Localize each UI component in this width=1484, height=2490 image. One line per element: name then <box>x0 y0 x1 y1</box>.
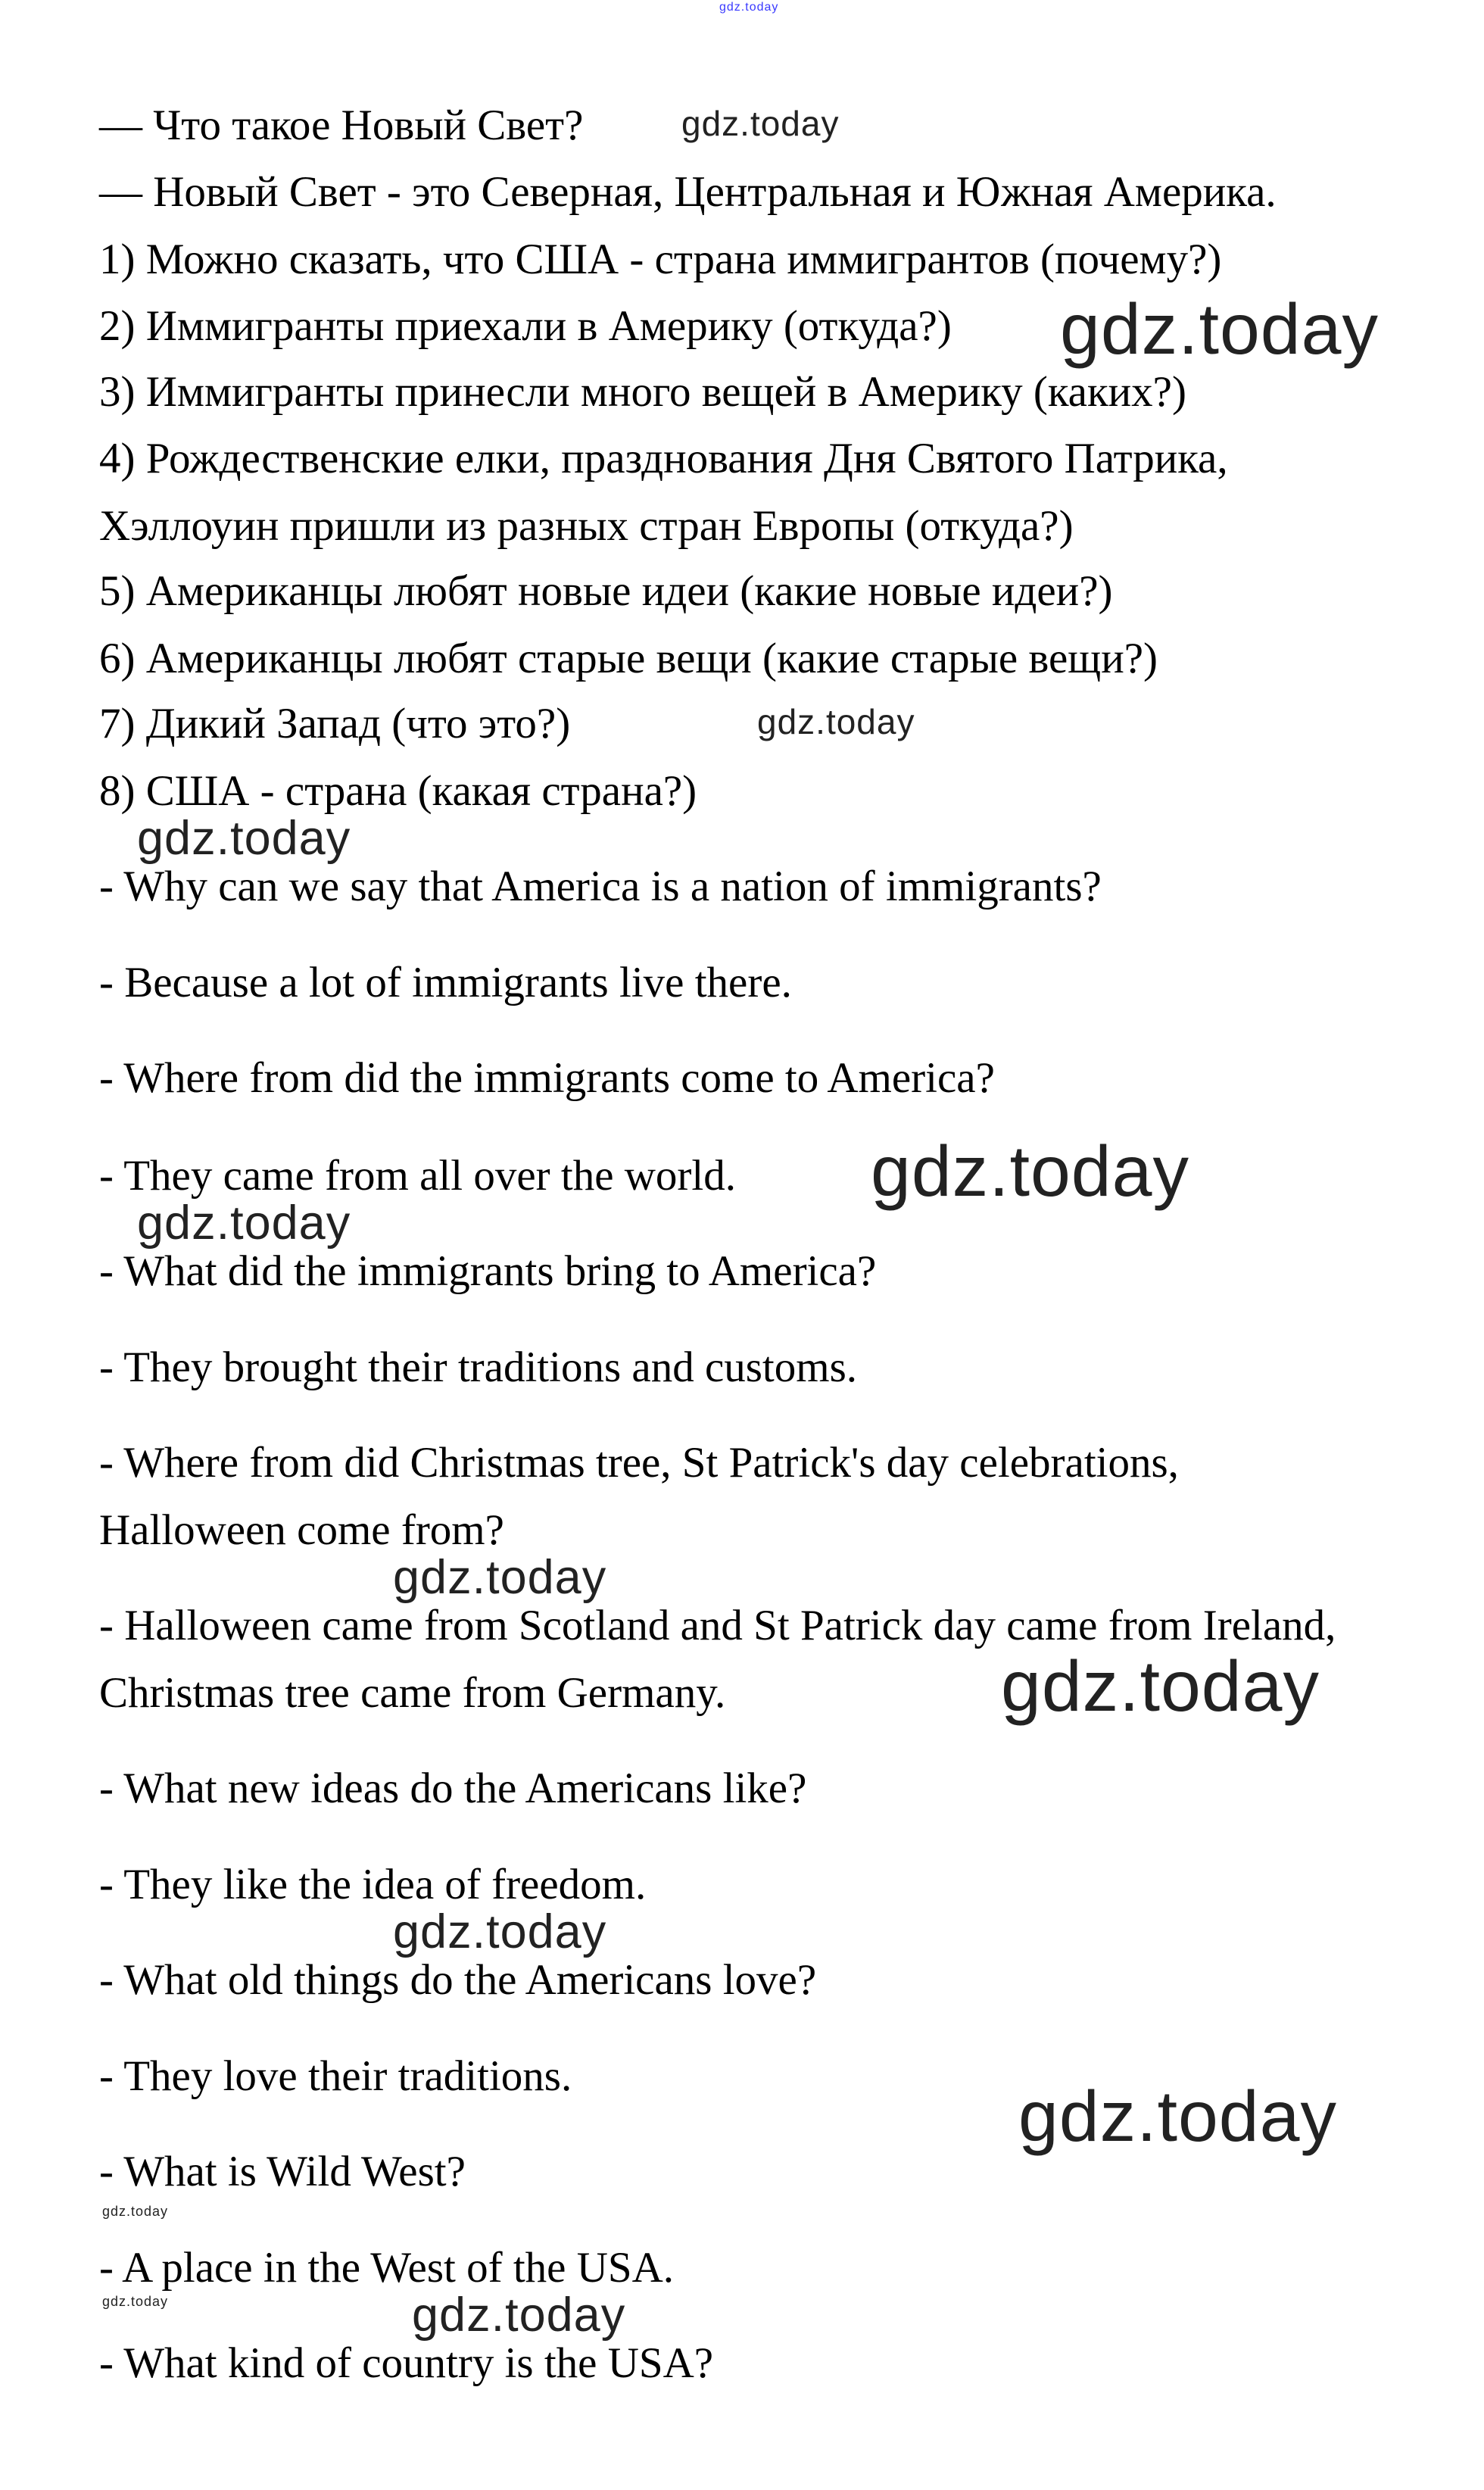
watermark: gdz.today <box>102 2294 169 2309</box>
watermark: gdz.today <box>137 1197 351 1250</box>
watermark: gdz.today <box>871 1131 1189 1212</box>
watermark: gdz.today <box>757 702 915 741</box>
header-watermark: gdz.today <box>719 1 779 14</box>
english-dialogue-line: - They like the idea of freedom. <box>99 1861 647 1908</box>
russian-question-line: Хэллоуин пришли из разных стран Европы (откуда?) <box>99 502 1074 550</box>
english-dialogue-line: - A place in the West of the USA. <box>99 2244 674 2292</box>
watermark: gdz.today <box>393 1551 607 1604</box>
english-dialogue-line: Halloween come from? <box>99 1506 504 1554</box>
russian-question-line: 1) Можно сказать, что США - страна иммигрантов (почему?) <box>99 236 1222 283</box>
watermark: gdz.today <box>1060 289 1379 370</box>
english-dialogue-line: - Halloween came from Scotland and St Patrick day came from Ireland, <box>99 1602 1336 1649</box>
english-dialogue-line: - Why can we say that America is a nation of immigrants? <box>99 863 1102 910</box>
watermark: gdz.today <box>102 2204 169 2219</box>
english-dialogue-line: - They came from all over the world. <box>99 1152 736 1200</box>
russian-question-line: 2) Иммигранты приехали в Америку (откуда?) <box>99 302 952 350</box>
english-dialogue-line: - Because a lot of immigrants live there. <box>99 959 792 1006</box>
english-dialogue-line: - What is Wild West? <box>99 2148 466 2195</box>
english-dialogue-line: - Where from did the immigrants come to America? <box>99 1054 995 1102</box>
english-dialogue-line: Christmas tree came from Germany. <box>99 1669 726 1717</box>
english-dialogue-line: - What old things do the Americans love? <box>99 1956 817 2004</box>
russian-question-line: 5) Американцы любят новые идеи (какие новые идеи?) <box>99 567 1113 615</box>
english-dialogue-line: - They love their traditions. <box>99 2052 572 2100</box>
watermark: gdz.today <box>681 104 840 143</box>
watermark: gdz.today <box>137 812 351 865</box>
russian-question-line: 4) Рождественские елки, празднования Дня Святого Патрика, <box>99 435 1228 482</box>
russian-question-line: 6) Американцы любят старые вещи (какие старые вещи?) <box>99 635 1158 682</box>
watermark: gdz.today <box>393 1905 607 1958</box>
watermark: gdz.today <box>1018 2077 1337 2157</box>
english-dialogue-line: - What new ideas do the Americans like? <box>99 1765 807 1812</box>
russian-question-line: — Новый Свет - это Северная, Центральная и Южная Америка. <box>99 168 1277 216</box>
russian-question-line: 8) США - страна (какая страна?) <box>99 767 697 815</box>
russian-question-line: — Что такое Новый Свет? <box>99 101 584 149</box>
english-dialogue-line: - Where from did Christmas tree, St Patrick's day celebrations, <box>99 1439 1179 1487</box>
english-dialogue-line: - They brought their traditions and customs. <box>99 1343 858 1391</box>
russian-question-line: 7) Дикий Запад (что это?) <box>99 700 571 747</box>
russian-question-line: 3) Иммигранты принесли много вещей в Америку (каких?) <box>99 368 1186 416</box>
english-dialogue-line: - What kind of country is the USA? <box>99 2339 714 2387</box>
watermark: gdz.today <box>412 2289 626 2342</box>
english-dialogue-line: - What did the immigrants bring to America? <box>99 1247 877 1295</box>
watermark: gdz.today <box>1001 1646 1320 1727</box>
